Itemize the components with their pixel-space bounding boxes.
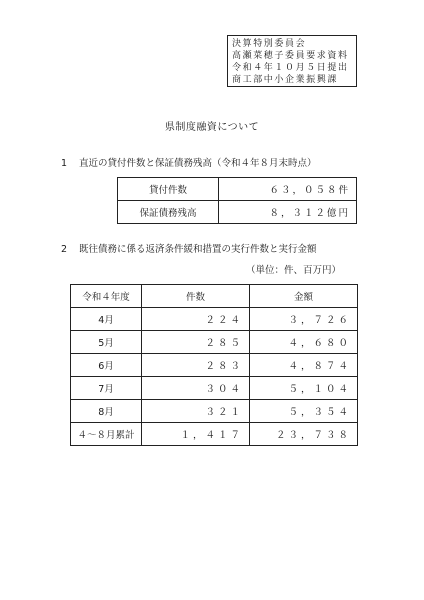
row-month: 8月 [71,400,142,423]
committee-name: 決算特別委員会 [232,39,307,49]
row-amount: ４，８７４ [249,354,357,377]
loan-summary-table [117,177,357,224]
section-2-heading-text: 既往債務に係る返済条件緩和措置の実行件数と実行金額 [79,244,317,255]
column-header-count: 件数 [142,285,250,308]
guarantee-balance-value: ８，３１２億円 [219,201,357,224]
total-label: ４～８月累計 [71,423,142,446]
row-month: 7月 [71,377,142,400]
column-header-fiscal-year: 令和４年度 [71,285,142,308]
row-month: 4月 [71,308,142,331]
section-1-heading [61,155,317,169]
loan-count-label: 貸付件数 [118,178,219,201]
section-2-heading [61,241,317,255]
submission-date: 令和４年１０月５日提出 [232,63,349,73]
table-row [71,331,358,354]
row-month: 6月 [71,354,142,377]
row-count: ３０４ [142,377,250,400]
table-row [71,354,358,377]
document-title: 県制度融資について [164,122,260,133]
loan-count-value: ６３，０５８件 [219,178,357,201]
request-info-box [227,35,357,87]
relief-measures-table [70,284,358,446]
section-1-heading-text: 直近の貸付件数と保証債務残高（令和４年８月末時点） [79,158,317,169]
table-row [118,178,357,201]
row-amount: ５，１０４ [249,377,357,400]
table-total-row [71,423,358,446]
section-2-number: 2 [61,244,68,255]
section-1-number: 1 [61,158,68,169]
row-amount: ３，７２６ [249,308,357,331]
row-count: ２８３ [142,354,250,377]
column-header-amount: 金額 [249,285,357,308]
table-row [71,308,358,331]
total-amount: ２３，７３８ [249,423,357,446]
row-month: 5月 [71,331,142,354]
total-count: １，４１７ [142,423,250,446]
row-count: ２８５ [142,331,250,354]
guarantee-balance-label: 保証債務残高 [118,201,219,224]
row-count: ２２４ [142,308,250,331]
unit-note: （単位：件、百万円） [246,265,342,276]
row-count: ３２１ [142,400,250,423]
row-amount: ５，３５４ [249,400,357,423]
row-amount: ４，６８０ [249,331,357,354]
requester: 高瀬菜穂子委員要求資料 [232,51,349,61]
department: 商工部中小企業振興課 [232,75,339,85]
table-header-row [71,285,358,308]
table-row [118,201,357,224]
table-row [71,400,358,423]
table-row [71,377,358,400]
